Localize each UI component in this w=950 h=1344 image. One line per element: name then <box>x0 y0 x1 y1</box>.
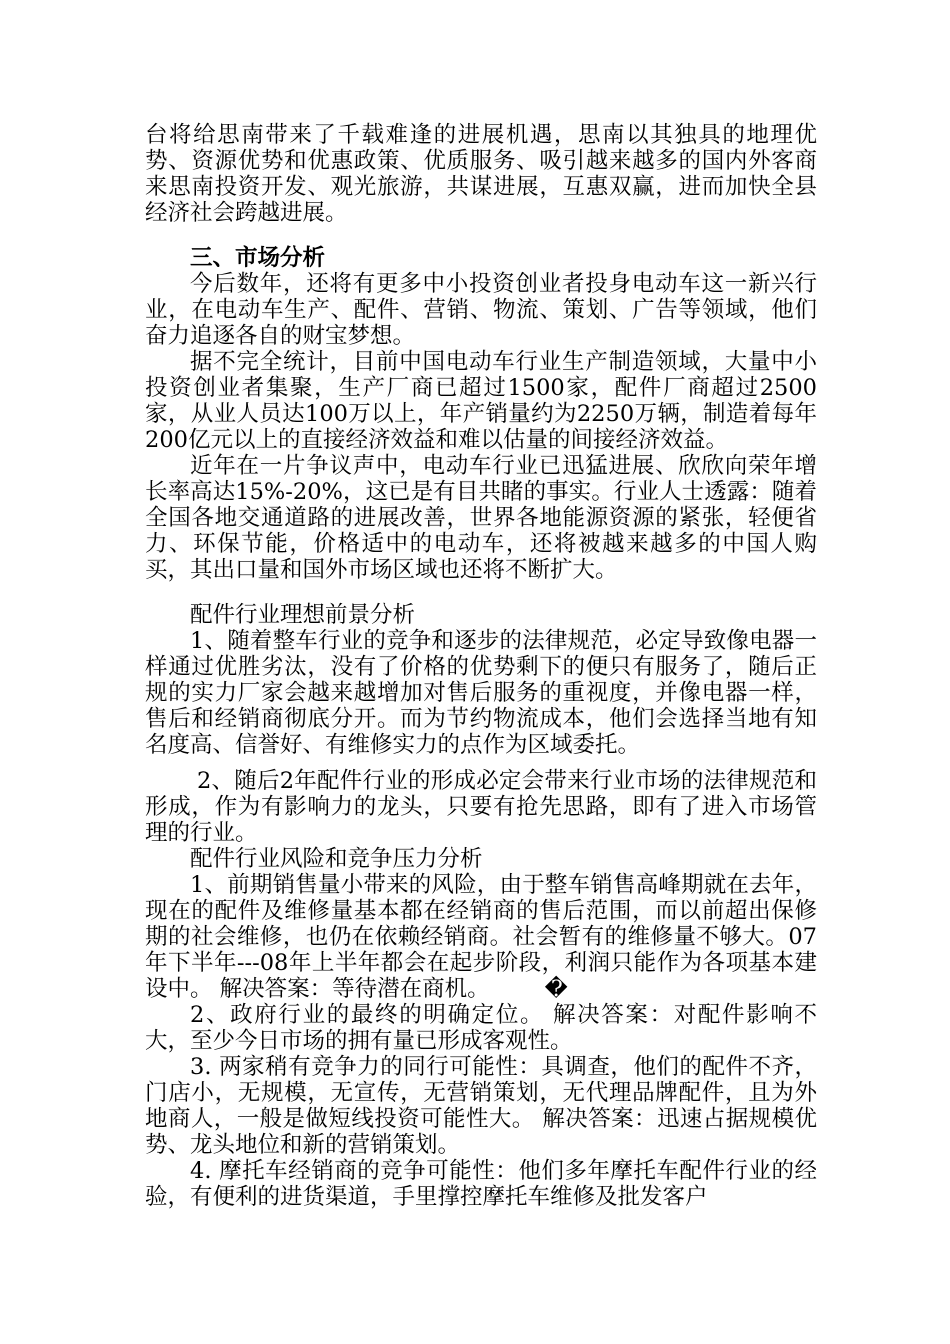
risk-item-4: 4. 摩托车经销商的竞争可能性：他们多年摩托车配件行业的经验，有便利的进货渠道，手里撑控摩托车维修及批发客户 <box>145 1158 817 1210</box>
risk-item-1-wrapper <box>145 872 817 1002</box>
document-body <box>145 122 817 1210</box>
risk-item-3: 3. 两家稍有竞争力的同行可能性：具调查，他们的配件不齐，门店小，无规模，无宣传，无营销策划，无代理品牌配件，且为外地商人，一般是做短线投资可能性大。 解决答案：迅速占据规模优势、龙头地位和新的营销策划。 <box>145 1054 817 1158</box>
prospect-item-2: 2、随后2年配件行业的形成必定会带来行业市场的法律规范和形成，作为有影响力的龙头，只要有抢先思路，即有了进入市场管理的行业。 <box>145 768 817 846</box>
prospect-section-title: 配件行业理想前景分析 <box>190 602 416 628</box>
risk-item-1: 1、前期销售量小带来的风险，由于整车销售高峰期就在去年，现在的配件及维修量基本都在经销商的售后范围，而以前超出保修期的社会维修，也仍在依赖经销商。社会暂有的维修量不够大。07年下半年---08年上半年都会在起步阶段，利润只能作为各项基本建设中。 解决答案：等待潜在商机。 <box>145 872 817 1002</box>
market-paragraph-1: 今后数年，还将有更多中小投资创业者投身电动车这一新兴行业，在电动车生产、配件、营销、物流、策划、广告等领域，他们奋力追逐各自的财宝梦想。 <box>145 271 817 349</box>
intro-paragraph: 台将给思南带来了千载难逢的进展机遇，思南以其独具的地理优势、资源优势和优惠政策、优质服务、吸引越来越多的国内外客商来思南投资开发、观光旅游，共谋进展，互惠双赢，进而加快全县经济社会跨越进展。 <box>145 122 817 226</box>
prospect-item-1: 1、随着整车行业的竞争和逐步的法律规范，必定导致像电器一样通过优胜劣汰，没有了价格的优势剩下的便只有服务了，随后正规的实力厂家会越来越增加对售后服务的重视度，并像电器一样，售后和经销商彻底分开。而为节约物流成本，他们会选择当地有知名度高、信誉好、有维修实力的点作为区域委托。 <box>145 628 817 758</box>
section-title-market-analysis: 三、市场分析 <box>190 245 326 271</box>
market-paragraph-3: 近年在一片争议声中，电动车行业已迅猛进展、欣欣向荣年增长率高达15%-20%，这已是有目共睹的事实。行业人士透露：随着全国各地交通道路的进展改善，世界各地能源资源的紧张，轻便省力、环保节能，价格适中的电动车，还将被越来越多的中国人购买，其出口量和国外市场区域也还将不断扩大。 <box>145 453 817 583</box>
replacement-glyph-icon: � <box>544 976 568 1002</box>
risk-item-2: 2、政府行业的最终的明确定位。 解决答案：对配件影响不大，至少今日市场的拥有量已形成客观性。 <box>145 1002 817 1054</box>
risk-section-title: 配件行业风险和竞争压力分析 <box>190 846 483 872</box>
market-paragraph-2: 据不完全统计，目前中国电动车行业生产制造领域，大量中小投资创业者集聚，生产厂商已超过1500家，配件厂商超过2500家，从业人员达100万以上，年产销量约为2250万辆，制造着每年200亿元以上的直接经济效益和难以估量的间接经济效益。 <box>145 349 817 453</box>
